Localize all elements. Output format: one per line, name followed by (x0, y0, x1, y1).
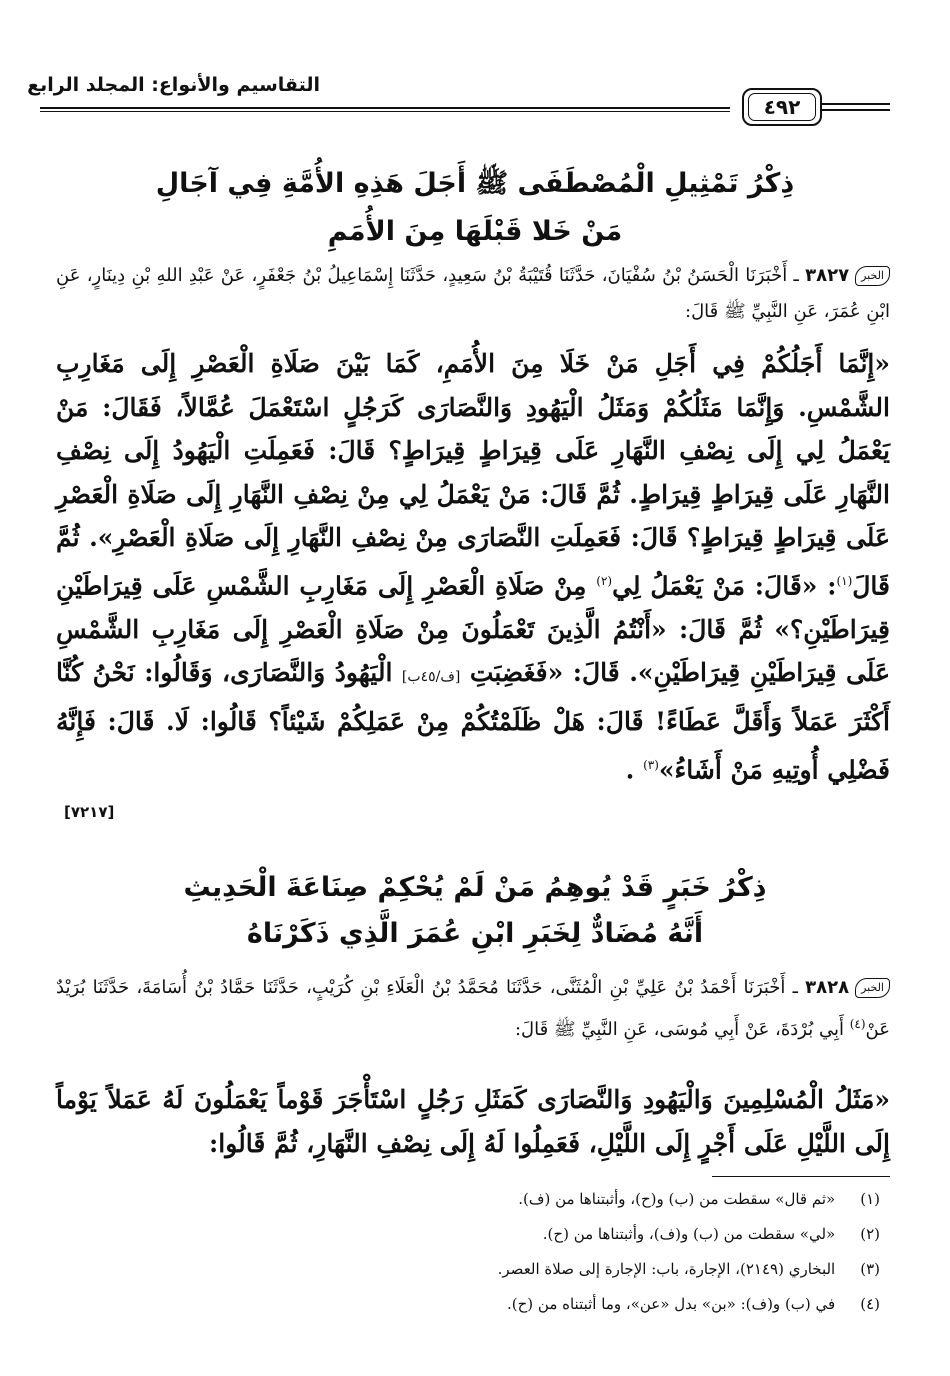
footnote-2 (90, 1223, 880, 1245)
isnad-text-1: ـ أَخْبَرَنَا أَحْمَدُ بْنُ عَلِيِّ بْنِ الْمُثَنَّى، حَدَّثَنَا مُحَمَّدُ بْنُ الْعَلَاءِ بْنِ كُرَيْبٍ، حَدَّثَنَا حَمَّادُ بْنُ أُسَامَةَ، حَدَّثَنَا بُرَيْدٌ عَنْ (56, 977, 890, 1040)
page-number: ٤٩٢ (748, 93, 816, 121)
footnote-number: (٣) (860, 1260, 880, 1278)
footnote-text: «ثم قال» سقطت من (ب) و(ح)، وأثبتناها من (ف). (518, 1190, 836, 1208)
hadith-number: ٣٨٢٨ (805, 977, 850, 998)
isnad-text-2: أَبِي بُرْدَةَ، عَنْ أَبِي مُوسَى، عَنِ النَّبِيِّ ﷺ قَالَ: (514, 1019, 850, 1040)
isnad-text: ـ أَخْبَرَنَا الْحَسَنُ بْنُ سُفْيَانَ، حَدَّثَنَا قُتَيْبَةُ بْنُ سَعِيدٍ، حَدَّثَنَا إِسْمَاعِيلُ بْنُ جَعْفَرٍ، عَنْ عَبْدِ اللهِ بْنِ دِينَارٍ، عَنِ ابْنِ عُمَرَ، عَنِ النَّبِيِّ ﷺ قَالَ: (56, 265, 890, 322)
footnote-number: (٤) (860, 1295, 880, 1313)
hadith-3828-isnad (56, 970, 890, 1048)
matn-part-4: الْيَهُودُ وَالنَّصَارَى، وَقَالُوا: نَحْنُ كُنَّا أَكْثَرَ عَمَلاً وَأَقَلَّ عَطَاءً! قَالَ: هَلْ ظَلَمْتُكُمْ مِنْ عَمَلِكُمْ شَيْئاً؟ قَالُوا: لَا. قَالَ: فَإِنَّهُ فَضْلِي أُوتِيهِ مَنْ أَشَاءُ» (56, 658, 890, 784)
matn-part-3: مِنْ صَلَاةِ الْعَصْرِ إِلَى مَغَارِبِ الشَّمْسِ عَلَى قِيرَاطَيْنِ قِيرَاطَيْنِ؟» ثُمَّ قَالَ: «أَنْتُمُ الَّذِينَ تَعْمَلُونَ مِنْ صَلَاةِ الْعَصْرِ إِلَى مَغَارِبِ الشَّمْسِ عَلَى قِيرَاطَيْنِ قِيرَاطَيْنِ». قَالَ: «فَغَضِبَتِ (56, 571, 890, 688)
chapter-heading-2-line2: أَنَّهُ مُضَادٌّ لِخَبَرِ ابْنِ عُمَرَ الَّذِي ذَكَرْنَاهُ (246, 918, 704, 949)
footnote-number: (١) (860, 1190, 880, 1208)
footnote-4 (90, 1293, 880, 1315)
header-rule-thin (40, 111, 730, 112)
chapter-heading-1-line2: مَنْ خَلا قَبْلَهَا مِنَ الأُمَمِ (327, 216, 623, 247)
hadith-number: ٣٨٢٧ (805, 265, 850, 286)
footnote-text: في (ب) و(ف): «بن» بدل «عن»، وما أثبتناه من (ح). (506, 1295, 836, 1313)
footnote-3 (90, 1258, 880, 1280)
footnote-text: «لي» سقطت من (ب) و(ف)، وأثبتناها من (ح). (542, 1225, 836, 1243)
header-rule-right-2 (822, 109, 890, 111)
footnote-mark-3[interactable]: (٣) (643, 757, 659, 772)
chapter-heading-1-line1: ذِكْرُ تَمْثِيلِ الْمُصْطَفَى ﷺ أَجَلَ هَذِهِ الأُمَّةِ فِي آجَالِ (155, 168, 795, 199)
hadith-3827-matn: «إِنَّمَا أَجَلُكُمْ فِي أَجَلِ مَنْ خَلَا مِنَ الأُمَمِ، كَمَا بَيْنَ صَلَاةِ الْعَصْرِ إِلَى مَغَارِبِ الشَّمْسِ. وَإِنَّمَا مَثَلُكُمْ وَمَثَلُ الْيَهُودِ وَالنَّصَارَى كَرَجُلٍ اسْتَعْمَلَ عُمَّالاً، فَقَالَ: مَنْ يَعْمَلُ لِي إِلَى نِصْفِ النَّهَارِ عَلَى قِيرَاطٍ قِيرَاطٍ؟ قَالَ: فَعَمِلَتِ الْيَهُودُ إِلَى نِصْفِ النَّهَارِ عَلَى قِيرَاطٍ قِيرَاطٍ. ثُمَّ قَالَ: مَنْ يَعْمَلُ لِي مِنْ نِصْفِ النَّهَارِ إِلَى صَلَاةِ الْعَصْرِ عَلَى قِيرَاطٍ قِيرَاطٍ؟ قَالَ: فَعَمِلَتِ النَّصَارَى مِنْ نِصْفِ النَّهَارِ إِلَى صَلَاةِ الْعَصْرِ». ثُمَّ قَالَ$^{(١)}$: «قَالَ: مَنْ يَعْمَلُ لِي$^{(٢)}$ مِنْ صَلَاةِ الْعَصْرِ إِلَى مَغَارِبِ الشَّمْسِ عَلَى قِيرَاطَيْنِ قِيرَاطَيْنِ؟» ثُمَّ قَالَ: «أَنْتُمُ الَّذِينَ تَعْمَلُونَ مِنْ صَلَاةِ الْعَصْرِ إِلَى مَغَارِبِ الشَّمْسِ عَلَى قِيرَاطَيْنِ قِيرَاطَيْنِ». قَالَ: «فَغَضِبَتِ [ف/٤٥ب] الْيَهُودُ وَالنَّصَارَى، وَقَالُوا: نَحْنُ كُنَّا أَكْثَرَ عَمَلاً وَأَقَلَّ عَطَاءً! قَالَ: هَلْ ظَلَمْتُكُمْ مِنْ عَمَلِكُمْ شَيْئاً؟ قَالُوا: لَا. قَالَ: فَإِنَّهُ فَضْلِي أُوتِيهِ مَنْ أَشَاءُ»$^{(٣)}$ . (56, 349, 890, 784)
footnote-mark-2[interactable]: (٢) (596, 573, 613, 588)
footnote-number: (٢) (860, 1225, 880, 1243)
matn-part-1: «إِنَّمَا أَجَلُكُمْ فِي أَجَلِ مَنْ خَلَا مِنَ الأُمَمِ، كَمَا بَيْنَ صَلَاةِ الْعَصْرِ إِلَى مَغَارِبِ الشَّمْسِ. وَإِنَّمَا مَثَلُكُمْ وَمَثَلُ الْيَهُودِ وَالنَّصَارَى كَرَجُلٍ اسْتَعْمَلَ عُمَّالاً، فَقَالَ: مَنْ يَعْمَلُ لِي إِلَى نِصْفِ النَّهَارِ عَلَى قِيرَاطٍ قِيرَاطٍ؟ قَالَ: فَعَمِلَتِ الْيَهُودُ إِلَى نِصْفِ النَّهَارِ عَلَى قِيرَاطٍ قِيرَاطٍ. ثُمَّ قَالَ: مَنْ يَعْمَلُ لِي مِنْ نِصْفِ النَّهَارِ إِلَى صَلَاةِ الْعَصْرِ عَلَى قِيرَاطٍ قِيرَاطٍ؟ قَالَ: فَعَمِلَتِ النَّصَارَى مِنْ نِصْفِ النَّهَارِ إِلَى صَلَاةِ الْعَصْرِ». ثُمَّ قَالَ (56, 349, 890, 601)
hadith-badge-icon: الخبر (855, 266, 890, 286)
manuscript-ref: [ف/٤٥ب] (401, 669, 461, 686)
hadith-3827-isnad (56, 258, 890, 330)
footnote-separator (712, 1176, 890, 1177)
chapter-heading-2-line1: ذِكْرُ خَبَرٍ قَدْ يُوهِمُ مَنْ لَمْ يُحْكِمْ صِنَاعَةَ الْحَدِيثِ (183, 872, 767, 903)
footnote-text: البخاري (٢١٤٩)، الإجارة، باب: الإجارة إلى صلاة العصر. (497, 1260, 836, 1278)
running-title: التقاسيم والأنواع: المجلد الرابع (27, 74, 320, 96)
footnote-mark-4[interactable]: (٤) (849, 1017, 866, 1031)
matn-part-2: : «قَالَ: مَنْ يَعْمَلُ لِي (612, 571, 837, 601)
footnote-mark-1[interactable]: (١) (836, 573, 853, 588)
hadith-badge-icon: الخبر (855, 978, 890, 998)
page-number-frame (742, 88, 822, 126)
header-rule (40, 107, 730, 109)
header-rule-right (822, 103, 890, 105)
footnote-1 (90, 1188, 880, 1210)
hadith-3828-matn: «مَثَلُ الْمُسْلِمِينَ وَالْيَهُودِ وَالنَّصَارَى كَمَثَلِ رَجُلٍ اسْتَأْجَرَ قَوْماً يَعْمَلُونَ لَهُ عَمَلاً يَوْماً إِلَى اللَّيْلِ عَلَى أَجْرٍ إِلَى اللَّيْلِ، فَعَمِلُوا لَهُ إِلَى نِصْفِ النَّهَارِ، ثُمَّ قَالُوا: (56, 1085, 890, 1158)
hadith-citation: [٧٢١٧] (64, 803, 115, 821)
